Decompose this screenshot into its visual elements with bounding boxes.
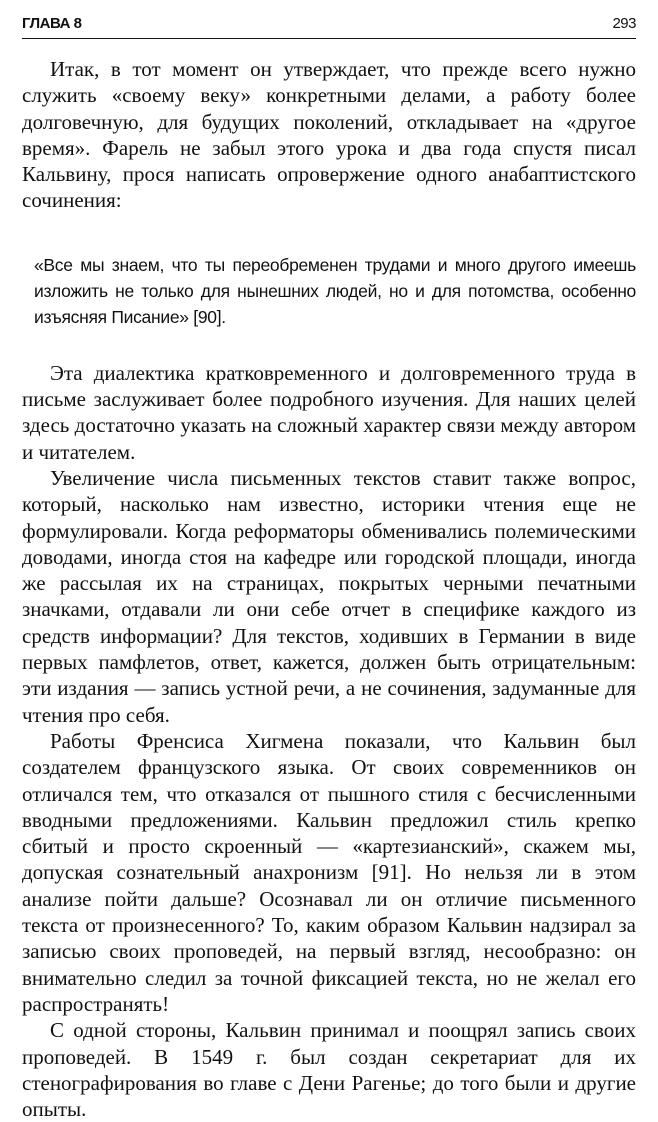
paragraph: Эта диалектика кратковременного и долговременного труда в письме заслуживает более подробного изучения. Для наших целей здесь достаточно указать на сложный характер связи между автором и читателем. <box>22 360 636 464</box>
running-head <box>22 12 636 39</box>
paragraph: Работы Френсиса Хигмена показали, что Кальвин был создателем французского языка. От своих современников он отличался тем, что отказался от пышного стиля с бесчисленными вводными предложениями. Кальвин предложил стиль крепко сбитый и просто скроенный — «картезианский», скажем мы, допуская сознательный анахронизм [91]. Но нельзя ли в этом анализе пойти дальше? Осознавал ли он отличие письменного текста от произнесенного? То, каким образом Кальвин надзирал за записью своих проповедей, на первый взгляд, несообразно: он внимательно следил за точной фиксацией текста, но не желал его распространять! <box>22 728 636 1016</box>
page-number: 293 <box>612 15 636 32</box>
paragraph: С одной стороны, Кальвин принимал и поощрял запись своих проповедей. В 1549 г. был создан секретариат для их стенографирования во главе с Дени Рагенье; до того были и другие опыты. <box>22 1018 636 1122</box>
paragraph: Увеличение числа письменных текстов ставит также вопрос, который, насколько нам известно, историки чтения еще не формулировали. Когда реформаторы обменивались полемическими доводами, иногда стоя на кафедре или городской площади, иногда же рассылая их на страницах, покрытых черными печатными значками, отдавали ли они себе отчет в специфике каждого из средств информации? Для текстов, ходивших в Германии в виде первых памфлетов, ответ, кажется, должен быть отрицательным: эти издания — запись устной речи, а не сочинения, задуманные для чтения про себя. <box>22 465 636 727</box>
paragraph: Итак, в тот момент он утверждает, что прежде всего нужно служить «своему веку» конкретными делами, а работу более долговечную, для будущих поколений, откладывает на «другое время». Фарель не забыл этого урока и два года спустя писал Кальвину, прося написать опровержение одного анабаптистского сочинения: <box>22 57 636 213</box>
block-quote: «Все мы знаем, что ты переобременен трудами и много другого имеешь изложить не только для нынешних людей, но и для потомства, особенно изъясняя Писание» [90]. <box>34 254 636 327</box>
chapter-label: ГЛАВА 8 <box>22 15 82 32</box>
body-text <box>22 56 636 1122</box>
